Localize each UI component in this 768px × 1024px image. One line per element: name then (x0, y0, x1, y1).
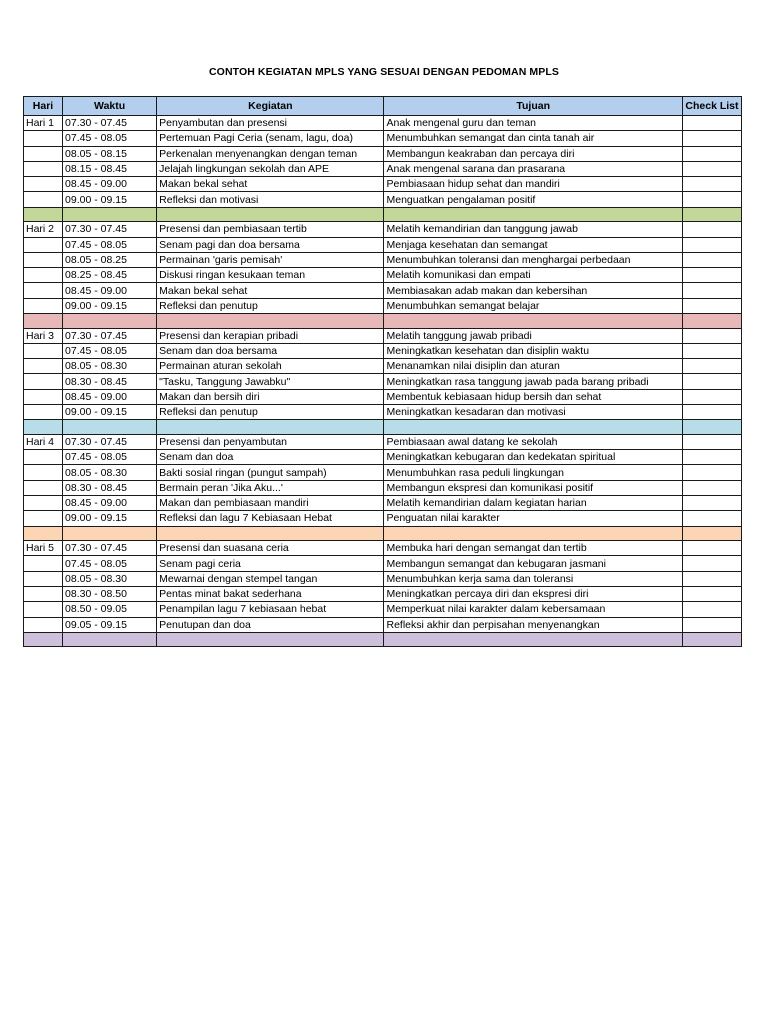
day-separator-row (24, 420, 742, 435)
time-cell: 07.30 - 07.45 (63, 434, 157, 449)
table-row (24, 177, 742, 192)
separator-cell (384, 207, 682, 222)
time-cell: 09.05 - 09.15 (63, 617, 157, 632)
day-cell (24, 283, 63, 298)
check-list-cell[interactable] (682, 237, 741, 252)
separator-cell (63, 207, 157, 222)
day-cell (24, 161, 63, 176)
time-cell: 08.30 - 08.45 (63, 480, 157, 495)
check-list-cell[interactable] (682, 116, 741, 131)
activity-cell: Presensi dan suasana ceria (157, 541, 384, 556)
separator-cell (682, 314, 741, 329)
day-cell (24, 587, 63, 602)
separator-cell (682, 632, 741, 647)
check-list-cell[interactable] (682, 496, 741, 511)
check-list-cell[interactable] (682, 389, 741, 404)
activity-cell: Refleksi dan lagu 7 Kebiasaan Hebat (157, 511, 384, 526)
purpose-cell: Meningkatkan kebugaran dan kedekatan spiritual (384, 450, 682, 465)
table-row (24, 587, 742, 602)
table-row (24, 374, 742, 389)
header-kegiatan: Kegiatan (157, 97, 384, 116)
activity-cell: Mewarnai dengan stempel tangan (157, 571, 384, 586)
check-list-cell[interactable] (682, 617, 741, 632)
check-list-cell[interactable] (682, 374, 741, 389)
activity-cell: Makan bekal sehat (157, 283, 384, 298)
check-list-cell[interactable] (682, 602, 741, 617)
table-row (24, 541, 742, 556)
activity-cell: Refleksi dan motivasi (157, 192, 384, 207)
schedule-table (23, 96, 742, 647)
purpose-cell: Meningkatkan rasa tanggung jawab pada barang pribadi (384, 374, 682, 389)
check-list-cell[interactable] (682, 434, 741, 449)
time-cell: 08.30 - 08.50 (63, 587, 157, 602)
time-cell: 08.05 - 08.30 (63, 571, 157, 586)
table-row (24, 237, 742, 252)
day-cell (24, 450, 63, 465)
time-cell: 08.50 - 09.05 (63, 602, 157, 617)
day-separator-row (24, 526, 742, 541)
table-row (24, 571, 742, 586)
time-cell: 08.05 - 08.25 (63, 252, 157, 267)
purpose-cell: Anak mengenal guru dan teman (384, 116, 682, 131)
header-tujuan: Tujuan (384, 97, 682, 116)
day-cell (24, 343, 63, 358)
check-list-cell[interactable] (682, 222, 741, 237)
purpose-cell: Pembiasaan awal datang ke sekolah (384, 434, 682, 449)
day-cell (24, 268, 63, 283)
check-list-cell[interactable] (682, 146, 741, 161)
separator-cell (157, 207, 384, 222)
day-cell (24, 389, 63, 404)
separator-cell (682, 207, 741, 222)
time-cell: 08.45 - 09.00 (63, 496, 157, 511)
purpose-cell: Menumbuhkan semangat dan cinta tanah air (384, 131, 682, 146)
time-cell: 07.45 - 08.05 (63, 237, 157, 252)
check-list-cell[interactable] (682, 131, 741, 146)
day-cell (24, 617, 63, 632)
separator-cell (384, 526, 682, 541)
day-cell: Hari 3 (24, 328, 63, 343)
time-cell: 07.45 - 08.05 (63, 131, 157, 146)
separator-cell (384, 632, 682, 647)
day-cell (24, 131, 63, 146)
day-cell (24, 177, 63, 192)
check-list-cell[interactable] (682, 252, 741, 267)
check-list-cell[interactable] (682, 177, 741, 192)
check-list-cell[interactable] (682, 268, 741, 283)
table-row (24, 602, 742, 617)
activity-cell: Makan bekal sehat (157, 177, 384, 192)
time-cell: 08.15 - 08.45 (63, 161, 157, 176)
activity-cell: Senam dan doa (157, 450, 384, 465)
separator-cell (63, 420, 157, 435)
check-list-cell[interactable] (682, 465, 741, 480)
activity-cell: "Tasku, Tanggung Jawabku" (157, 374, 384, 389)
table-row (24, 617, 742, 632)
purpose-cell: Melatih kemandirian dan tanggung jawab (384, 222, 682, 237)
time-cell: 09.00 - 09.15 (63, 298, 157, 313)
day-cell (24, 556, 63, 571)
table-row (24, 359, 742, 374)
day-cell (24, 359, 63, 374)
time-cell: 08.45 - 09.00 (63, 283, 157, 298)
purpose-cell: Meningkatkan percaya diri dan ekspresi diri (384, 587, 682, 602)
time-cell: 08.25 - 08.45 (63, 268, 157, 283)
day-cell: Hari 5 (24, 541, 63, 556)
activity-cell: Permainan aturan sekolah (157, 359, 384, 374)
activity-cell: Presensi dan penyambutan (157, 434, 384, 449)
separator-cell (63, 314, 157, 329)
table-row (24, 222, 742, 237)
separator-cell (384, 314, 682, 329)
table-row (24, 146, 742, 161)
activity-cell: Pentas minat bakat sederhana (157, 587, 384, 602)
time-cell: 09.00 - 09.15 (63, 511, 157, 526)
time-cell: 07.45 - 08.05 (63, 450, 157, 465)
purpose-cell: Menumbuhkan rasa peduli lingkungan (384, 465, 682, 480)
separator-cell (63, 526, 157, 541)
purpose-cell: Membiasakan adab makan dan kebersihan (384, 283, 682, 298)
day-cell (24, 496, 63, 511)
check-list-cell[interactable] (682, 161, 741, 176)
time-cell: 07.30 - 07.45 (63, 328, 157, 343)
document-title: CONTOH KEGIATAN MPLS YANG SESUAI DENGAN PEDOMAN MPLS (209, 66, 559, 78)
time-cell: 08.45 - 09.00 (63, 389, 157, 404)
check-list-cell[interactable] (682, 450, 741, 465)
separator-cell (24, 420, 63, 435)
activity-cell: Perkenalan menyenangkan dengan teman (157, 146, 384, 161)
separator-cell (24, 207, 63, 222)
table-row (24, 480, 742, 495)
check-list-cell[interactable] (682, 587, 741, 602)
time-cell: 07.30 - 07.45 (63, 116, 157, 131)
purpose-cell: Memperkuat nilai karakter dalam kebersamaan (384, 602, 682, 617)
activity-cell: Senam dan doa bersama (157, 343, 384, 358)
purpose-cell: Menanamkan nilai disiplin dan aturan (384, 359, 682, 374)
day-cell (24, 374, 63, 389)
separator-cell (24, 314, 63, 329)
purpose-cell: Menjaga kesehatan dan semangat (384, 237, 682, 252)
table-row (24, 465, 742, 480)
day-cell (24, 146, 63, 161)
separator-cell (157, 632, 384, 647)
check-list-cell[interactable] (682, 283, 741, 298)
purpose-cell: Membangun semangat dan kebugaran jasmani (384, 556, 682, 571)
time-cell: 09.00 - 09.15 (63, 405, 157, 420)
activity-cell: Refleksi dan penutup (157, 405, 384, 420)
time-cell: 09.00 - 09.15 (63, 192, 157, 207)
check-list-cell[interactable] (682, 556, 741, 571)
activity-cell: Penampilan lagu 7 kebiasaan hebat (157, 602, 384, 617)
day-cell (24, 571, 63, 586)
purpose-cell: Melatih kemandirian dalam kegiatan harian (384, 496, 682, 511)
check-list-cell[interactable] (682, 480, 741, 495)
day-cell (24, 602, 63, 617)
time-cell: 07.45 - 08.05 (63, 343, 157, 358)
table-row (24, 405, 742, 420)
table-row (24, 556, 742, 571)
header-row (24, 97, 742, 116)
check-list-cell[interactable] (682, 192, 741, 207)
table-row (24, 192, 742, 207)
purpose-cell: Menumbuhkan toleransi dan menghargai perbedaan (384, 252, 682, 267)
separator-cell (157, 420, 384, 435)
header-check-list: Check List (682, 97, 741, 116)
table-row (24, 131, 742, 146)
activity-cell: Makan dan pembiasaan mandiri (157, 496, 384, 511)
time-cell: 07.45 - 08.05 (63, 556, 157, 571)
activity-cell: Pertemuan Pagi Ceria (senam, lagu, doa) (157, 131, 384, 146)
check-list-cell[interactable] (682, 541, 741, 556)
time-cell: 08.05 - 08.15 (63, 146, 157, 161)
purpose-cell: Membentuk kebiasaan hidup bersih dan sehat (384, 389, 682, 404)
purpose-cell: Menguatkan pengalaman positif (384, 192, 682, 207)
table-row (24, 496, 742, 511)
check-list-cell[interactable] (682, 571, 741, 586)
purpose-cell: Meningkatkan kesadaran dan motivasi (384, 405, 682, 420)
day-cell: Hari 1 (24, 116, 63, 131)
separator-cell (682, 420, 741, 435)
table-row (24, 511, 742, 526)
purpose-cell: Melatih komunikasi dan empati (384, 268, 682, 283)
day-cell (24, 237, 63, 252)
header-waktu: Waktu (63, 97, 157, 116)
day-cell (24, 405, 63, 420)
separator-cell (24, 526, 63, 541)
separator-cell (384, 420, 682, 435)
activity-cell: Presensi dan kerapian pribadi (157, 328, 384, 343)
day-cell (24, 465, 63, 480)
purpose-cell: Membuka hari dengan semangat dan tertib (384, 541, 682, 556)
activity-cell: Bakti sosial ringan (pungut sampah) (157, 465, 384, 480)
check-list-cell[interactable] (682, 343, 741, 358)
activity-cell: Senam pagi dan doa bersama (157, 237, 384, 252)
check-list-cell[interactable] (682, 359, 741, 374)
activity-cell: Penyambutan dan presensi (157, 116, 384, 131)
day-separator-row (24, 632, 742, 647)
day-separator-row (24, 314, 742, 329)
time-cell: 08.30 - 08.45 (63, 374, 157, 389)
purpose-cell: Melatih tanggung jawab pribadi (384, 328, 682, 343)
day-cell (24, 192, 63, 207)
table-row (24, 283, 742, 298)
activity-cell: Diskusi ringan kesukaan teman (157, 268, 384, 283)
separator-cell (682, 526, 741, 541)
table-row (24, 161, 742, 176)
purpose-cell: Menumbuhkan semangat belajar (384, 298, 682, 313)
purpose-cell: Meningkatkan kesehatan dan disiplin waktu (384, 343, 682, 358)
table-row (24, 298, 742, 313)
purpose-cell: Membangun ekspresi dan komunikasi positif (384, 480, 682, 495)
activity-cell: Bermain peran 'Jika Aku...' (157, 480, 384, 495)
activity-cell: Presensi dan pembiasaan tertib (157, 222, 384, 237)
separator-cell (24, 632, 63, 647)
time-cell: 07.30 - 07.45 (63, 222, 157, 237)
schedule-body (24, 116, 742, 647)
activity-cell: Senam pagi ceria (157, 556, 384, 571)
day-separator-row (24, 207, 742, 222)
check-list-cell[interactable] (682, 298, 741, 313)
header-hari: Hari (24, 97, 63, 116)
separator-cell (157, 314, 384, 329)
table-row (24, 116, 742, 131)
day-cell (24, 511, 63, 526)
table-row (24, 434, 742, 449)
separator-cell (63, 632, 157, 647)
day-cell (24, 252, 63, 267)
activity-cell: Jelajah lingkungan sekolah dan APE (157, 161, 384, 176)
time-cell: 08.45 - 09.00 (63, 177, 157, 192)
check-list-cell[interactable] (682, 511, 741, 526)
purpose-cell: Anak mengenal sarana dan prasarana (384, 161, 682, 176)
day-cell (24, 480, 63, 495)
table-row (24, 450, 742, 465)
table-row (24, 389, 742, 404)
day-cell (24, 298, 63, 313)
time-cell: 07.30 - 07.45 (63, 541, 157, 556)
table-row (24, 328, 742, 343)
time-cell: 08.05 - 08.30 (63, 359, 157, 374)
day-cell: Hari 4 (24, 434, 63, 449)
purpose-cell: Pembiasaan hidup sehat dan mandiri (384, 177, 682, 192)
activity-cell: Permainan 'garis pemisah' (157, 252, 384, 267)
purpose-cell: Membangun keakraban dan percaya diri (384, 146, 682, 161)
purpose-cell: Menumbuhkan kerja sama dan toleransi (384, 571, 682, 586)
purpose-cell: Refleksi akhir dan perpisahan menyenangkan (384, 617, 682, 632)
activity-cell: Makan dan bersih diri (157, 389, 384, 404)
table-row (24, 343, 742, 358)
time-cell: 08.05 - 08.30 (63, 465, 157, 480)
activity-cell: Penutupan dan doa (157, 617, 384, 632)
table-row (24, 252, 742, 267)
day-cell: Hari 2 (24, 222, 63, 237)
check-list-cell[interactable] (682, 405, 741, 420)
separator-cell (157, 526, 384, 541)
activity-cell: Refleksi dan penutup (157, 298, 384, 313)
table-row (24, 268, 742, 283)
purpose-cell: Penguatan nilai karakter (384, 511, 682, 526)
check-list-cell[interactable] (682, 328, 741, 343)
